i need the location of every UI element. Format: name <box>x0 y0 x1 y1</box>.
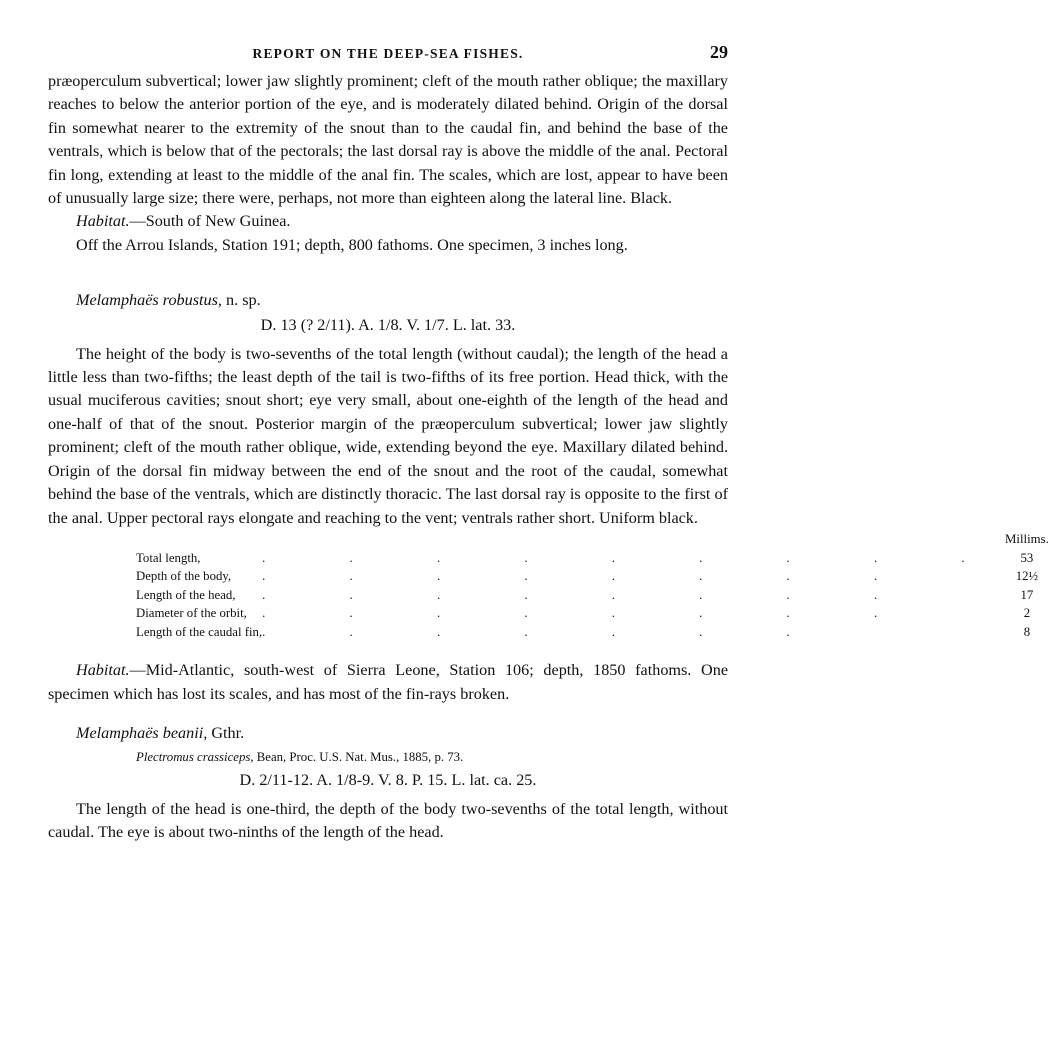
table-row: Total length, . . . . . . . . . 53 <box>136 549 1049 568</box>
habitat-new-guinea <box>48 210 728 233</box>
continued-paragraph: præoperculum subvertical; lower jaw slightly prominent; cleft of the mouth rather oblique; the maxillary reaches to below the anterior portion of the eye, and is moderately dilated behind. Origin of the dorsal fin somewhat nearer to the extremity of the snout than to the caudal fin, and behind the base of the ventrals, which is below that of the pectorals; the last dorsal ray is above the middle of the anal. Pectoral fin long, extending at least to the middle of the anal fin. The scales, which are lost, appear to have been of unusually large size; there were, perhaps, not more than eighteen along the lateral line. Black. <box>48 72 728 208</box>
fin-formula-robustus: D. 13 (? 2/11). A. 1/8. V. 1/7. L. lat. 33. <box>260 315 516 334</box>
habitat-label: Habitat. <box>76 661 130 680</box>
habitat-text: —South of New Guinea. <box>129 212 291 231</box>
species-suffix: Gthr. <box>211 724 245 743</box>
measurements-table <box>136 530 1049 642</box>
measure-value: 2 <box>1023 606 1031 621</box>
measure-label: Depth of the body, <box>136 569 232 584</box>
synonym-line <box>136 746 728 768</box>
table-row: Length of the caudal fin, . . . . . . . 8 <box>136 623 1049 642</box>
habitat-text: —Mid-Atlantic, south-west of Sierra Leone, Station 106; depth, 1850 fathoms. One specimen which has lost its scales, and has most of the fin-rays broken. <box>48 661 728 703</box>
species-suffix: n. sp. <box>226 291 261 310</box>
habitat-label: Habitat. <box>76 212 130 231</box>
measure-value: 53 <box>1020 550 1034 565</box>
table-row: Diameter of the orbit, . . . . . . . . 2 <box>136 604 1049 623</box>
measure-label: Length of the head, <box>136 587 236 602</box>
measure-label: Diameter of the orbit, <box>136 606 247 621</box>
page <box>48 40 1049 845</box>
table-row: Depth of the body, . . . . . . . . 12½ <box>136 567 1049 586</box>
measurements-unit: Millims. <box>1005 531 1049 546</box>
species-name: Melamphaës robustus, <box>76 291 222 310</box>
measure-value: 8 <box>1023 624 1031 639</box>
synonym-name: Plectromus crassiceps, <box>136 749 254 764</box>
description-robustus: The height of the body is two-sevenths of the total length (without caudal); the length of the head a little less than two-fifths; the least depth of the tail is two-fifths of its free portion. Head thick, with the usual muciferous cavities; snout short; eye very small, about one-eighth of the length of the head and one-half of that of the snout. Posterior margin of the præoperculum subvertical; lower jaw slightly prominent; cleft of the mouth rather oblique, wide, extending beyond the eye. Maxillary dilated behind. Origin of the dorsal fin midway between the end of the snout and the root of the caudal, somewhat behind the base of the ventrals, which are distinctly thoracic. The last dorsal ray is opposite to the first of the anal. Upper pectoral rays elongate and reaching to the vent; ventrals rather short. Uniform black. <box>48 344 728 527</box>
measure-value: 17 <box>1020 587 1034 602</box>
description-beanii: The length of the head is one-third, the depth of the body two-sevenths of the total length, without caudal. The eye is about two-ninths of the length of the head. <box>48 799 728 842</box>
page-number: 29 <box>710 42 728 62</box>
running-title: REPORT ON THE DEEP-SEA FISHES. <box>252 46 524 61</box>
species-heading-robustus <box>76 289 728 312</box>
running-header <box>48 40 728 70</box>
table-row: Length of the head, . . . . . . . . 17 <box>136 586 1049 605</box>
locality-arrou: Off the Arrou Islands, Station 191; depth, 800 fathoms. One specimen, 3 inches long. <box>76 235 628 254</box>
measure-value: 12½ <box>1015 569 1039 584</box>
fin-formula-beanii: D. 2/11-12. A. 1/8-9. V. 8. P. 15. L. lat. ca. 25. <box>239 770 537 789</box>
measure-label: Length of the caudal fin, <box>136 624 263 639</box>
species-heading-beanii <box>76 722 728 745</box>
species-name: Melamphaës beanii, <box>76 724 208 743</box>
measure-label: Total length, <box>136 550 201 565</box>
habitat-robustus <box>48 659 728 706</box>
synonym-reference: Bean, Proc. U.S. Nat. Mus., 1885, p. 73. <box>256 749 464 764</box>
